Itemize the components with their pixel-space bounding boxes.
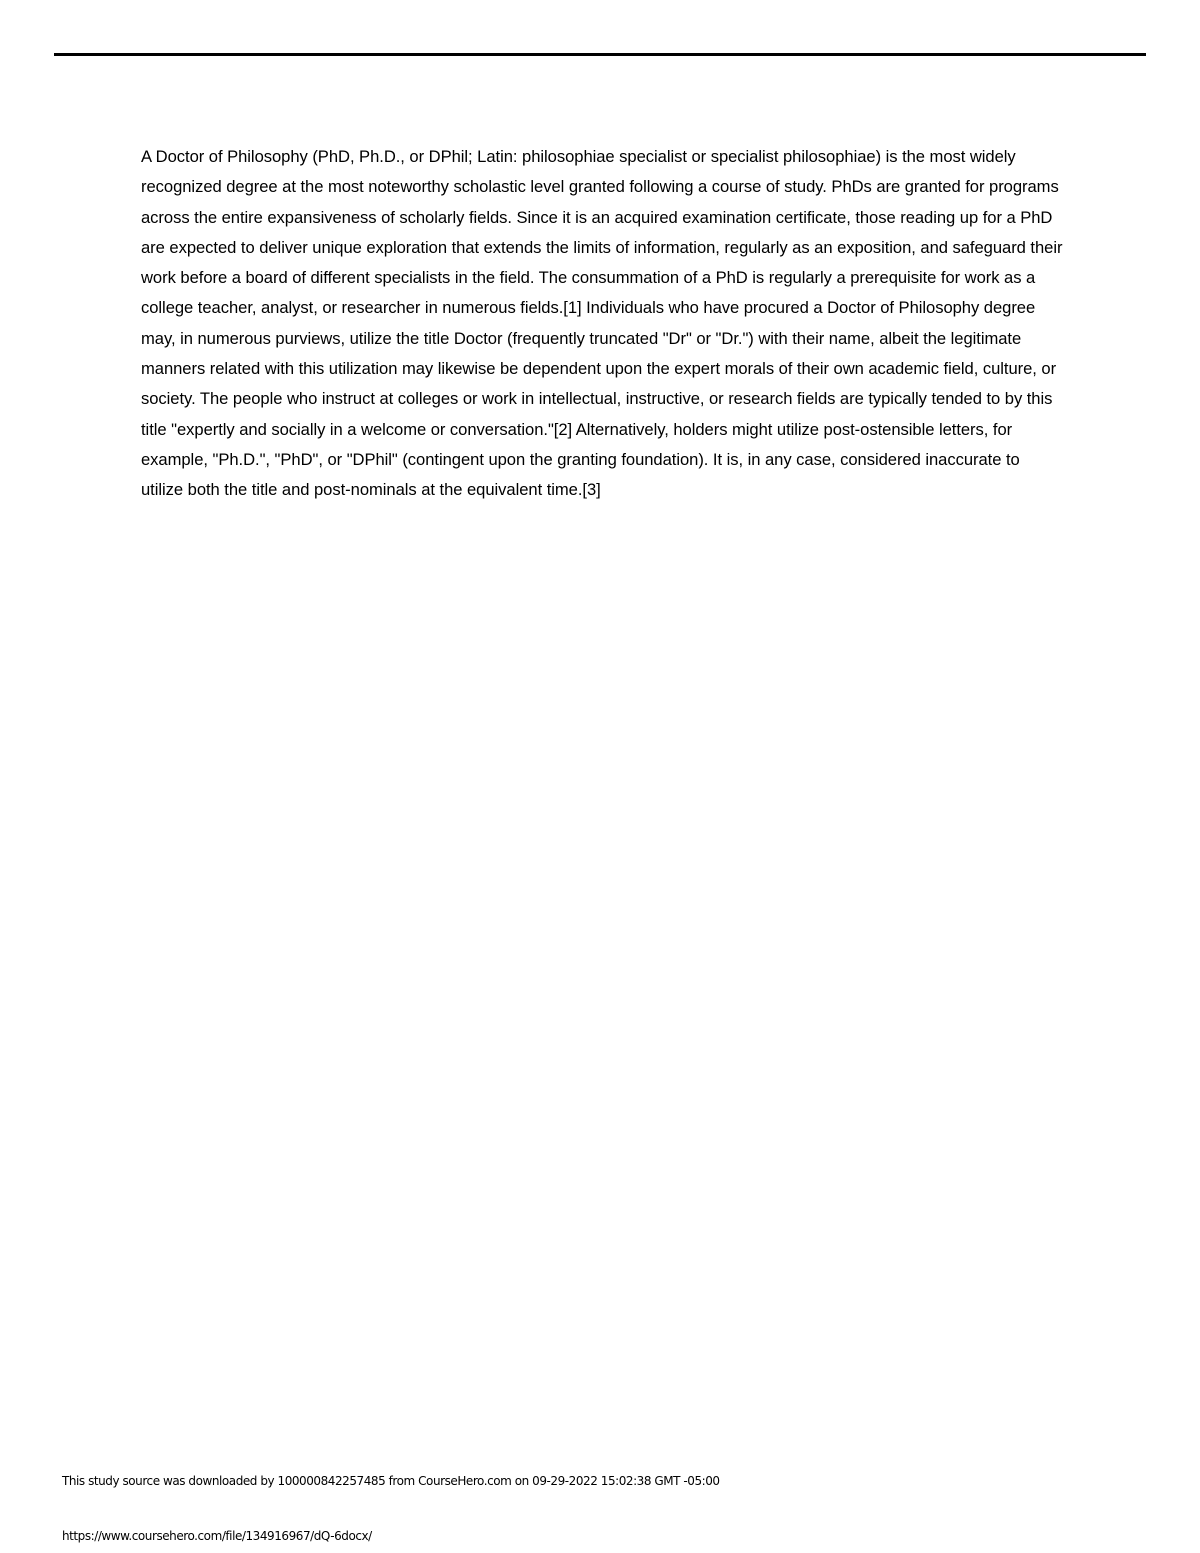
source-url: https://www.coursehero.com/file/134916967/dQ-6docx/ [62,1529,372,1543]
body-paragraph: A Doctor of Philosophy (PhD, Ph.D., or DPhil; Latin: philosophiae specialist or specialist philosophiae) is the most widely recognized degree at the most noteworthy scholastic level granted following a course of study. PhDs are granted for programs across the entire expansiveness of scholarly fields. Since it is an acquired examination certificate, those reading up for a PhD are expected to deliver unique exploration that extends the limits of information, regularly as an exposition, and safeguard their work before a board of different specialists in the field. The consummation of a PhD is regularly a prerequisite for work as a college teacher, analyst, or researcher in numerous fields.[1] Individuals who have procured a Doctor of Philosophy degree may, in numerous purviews, utilize the title Doctor (frequently truncated "Dr" or "Dr.") with their name, albeit the legitimate manners related with this utilization may likewise be dependent upon the expert morals of their own academic field, culture, or society. The people who instruct at colleges or work in intellectual, instructive, or research fields are typically tended to by this title "expertly and socially in a welcome or conversation."[2] Alternatively, holders might utilize post-ostensible letters, for example, "Ph.D.", "PhD", or "DPhil" (contingent upon the granting foundation). It is, in any case, considered inaccurate to utilize both the title and post-nominals at the equivalent time.[3] [141,147,1063,500]
download-source-notice: This study source was downloaded by 100000842257485 from CourseHero.com on 09-29-2022 15:02:38 GMT -05:00 [62,1474,720,1488]
header-rule [54,53,1146,56]
